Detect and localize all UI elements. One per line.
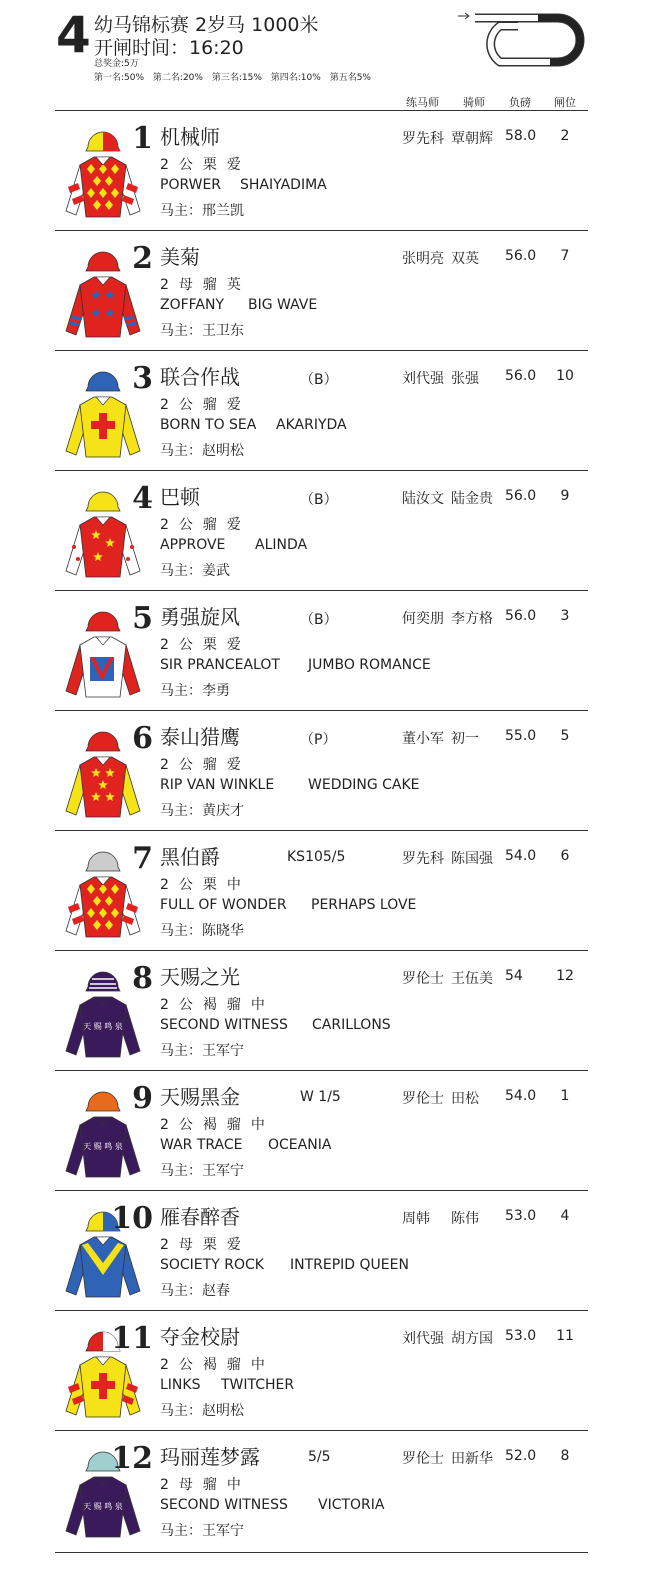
trainer-name: 董小军 bbox=[402, 731, 444, 747]
horse-row bbox=[0, 351, 650, 471]
horse-number: 12 bbox=[111, 1441, 153, 1476]
horse-tag: W 1/5 bbox=[300, 1089, 341, 1105]
sire-name: ZOFFANY bbox=[160, 297, 225, 313]
horse-description: 2公栗爱 bbox=[160, 157, 251, 173]
horse-row bbox=[0, 1071, 650, 1191]
race-time: 开闸时间：16:20 bbox=[94, 37, 244, 59]
carried-weight: 56.0 bbox=[505, 368, 537, 384]
dam-name: PERHAPS LOVE bbox=[311, 897, 417, 913]
horse-number: 1 bbox=[132, 121, 153, 156]
sire-name: FULL OF WONDER bbox=[160, 897, 287, 913]
dam-name: OCEANIA bbox=[268, 1137, 332, 1153]
horse-row bbox=[0, 591, 650, 711]
jockey-name: 李方格 bbox=[451, 611, 493, 627]
horse-number: 7 bbox=[132, 841, 153, 876]
carried-weight: 56.0 bbox=[505, 608, 537, 624]
gate-number: 12 bbox=[556, 968, 574, 984]
horse-description: 2母骝中 bbox=[160, 1477, 251, 1493]
horse-row bbox=[0, 831, 650, 951]
horse-row bbox=[0, 231, 650, 351]
carried-weight: 54.0 bbox=[505, 848, 537, 864]
horse-name: 巴顿 bbox=[160, 485, 200, 509]
horse-row bbox=[0, 1311, 650, 1431]
gate-number: 7 bbox=[560, 248, 570, 264]
race-number: 4 bbox=[56, 6, 91, 64]
owner-name: 马主：陈晓华 bbox=[160, 923, 244, 939]
race-title: 幼马锦标赛 2岁马 1000米 bbox=[94, 14, 319, 36]
carried-weight: 53.0 bbox=[505, 1208, 537, 1224]
trainer-name: 何奕朋 bbox=[402, 611, 444, 627]
col-jockey: 骑师 bbox=[463, 96, 485, 109]
gate-number: 2 bbox=[560, 128, 570, 144]
gate-number: 11 bbox=[556, 1328, 574, 1344]
trainer-name: 刘代强 bbox=[402, 1331, 444, 1347]
horse-name: 勇强旋风 bbox=[160, 605, 240, 629]
col-trainer: 练马师 bbox=[406, 96, 439, 109]
dam-name: ALINDA bbox=[255, 537, 308, 553]
gate-number: 1 bbox=[560, 1088, 570, 1104]
dam-name: CARILLONS bbox=[312, 1017, 391, 1033]
col-weight: 负磅 bbox=[509, 96, 531, 109]
gate-number: 3 bbox=[560, 608, 570, 624]
svg-text:天 赐 鸣 泉: 天 赐 鸣 泉 bbox=[83, 1142, 123, 1151]
sire-name: LINKS bbox=[160, 1377, 201, 1393]
horse-tag: （P） bbox=[300, 732, 337, 748]
jockey-name: 陈国强 bbox=[451, 851, 493, 867]
owner-name: 马主：赵明松 bbox=[160, 1403, 244, 1419]
sire-name: SOCIETY ROCK bbox=[160, 1257, 264, 1273]
gate-number: 10 bbox=[556, 368, 574, 384]
owner-name: 马主：李勇 bbox=[160, 683, 230, 699]
dam-name: VICTORIA bbox=[318, 1497, 385, 1513]
trainer-name: 刘代强 bbox=[402, 371, 444, 387]
carried-weight: 58.0 bbox=[505, 128, 537, 144]
jockey-name: 初一 bbox=[451, 731, 479, 747]
horse-number: 11 bbox=[111, 1321, 153, 1356]
jockey-name: 张强 bbox=[451, 371, 479, 387]
horse-name: 天赐黑金 bbox=[160, 1085, 240, 1109]
carried-weight: 55.0 bbox=[505, 728, 537, 744]
horse-row bbox=[0, 111, 650, 231]
horse-number: 10 bbox=[111, 1201, 153, 1236]
owner-name: 马主：赵明松 bbox=[160, 443, 244, 459]
prize-split-5: 第五名5% bbox=[329, 73, 371, 83]
horse-description: 2公栗中 bbox=[160, 877, 251, 893]
horse-number: 9 bbox=[132, 1081, 153, 1116]
owner-name: 马主：邢兰凯 bbox=[160, 203, 244, 219]
trainer-name: 罗先科 bbox=[402, 131, 444, 147]
sire-name: BORN TO SEA bbox=[160, 417, 257, 433]
horse-name: 黑伯爵 bbox=[160, 845, 220, 869]
jockey-name: 覃朝辉 bbox=[451, 131, 493, 147]
horse-row bbox=[0, 1191, 650, 1311]
dam-name: WEDDING CAKE bbox=[308, 777, 420, 793]
carried-weight: 53.0 bbox=[505, 1328, 537, 1344]
dam-name: INTREPID QUEEN bbox=[290, 1257, 409, 1273]
trainer-name: 罗伦士 bbox=[402, 1091, 444, 1107]
dam-name: TWITCHER bbox=[221, 1377, 295, 1393]
horse-number: 6 bbox=[132, 721, 153, 756]
horse-row bbox=[0, 471, 650, 591]
horse-description: 2公褐骝中 bbox=[160, 997, 275, 1013]
carried-weight: 52.0 bbox=[505, 1448, 537, 1464]
sire-name: APPROVE bbox=[160, 537, 226, 553]
horse-description: 2公骝爱 bbox=[160, 517, 251, 533]
owner-name: 马主：黄庆才 bbox=[160, 803, 244, 819]
horse-row bbox=[0, 1431, 650, 1551]
owner-name: 马主：王军宁 bbox=[160, 1523, 244, 1539]
gate-number: 8 bbox=[560, 1448, 570, 1464]
gate-number: 9 bbox=[560, 488, 570, 504]
dam-name: BIG WAVE bbox=[248, 297, 318, 313]
carried-weight: 56.0 bbox=[505, 248, 537, 264]
horse-description: 2公褐骝中 bbox=[160, 1117, 275, 1133]
jockey-name: 陈伟 bbox=[451, 1211, 479, 1227]
trainer-name: 罗伦士 bbox=[402, 1451, 444, 1467]
horse-tag: （B） bbox=[300, 372, 338, 388]
horse-tag: 5/5 bbox=[308, 1449, 331, 1465]
horse-name: 机械师 bbox=[160, 125, 220, 149]
gate-number: 6 bbox=[560, 848, 570, 864]
prize-split-4: 第四名:10% bbox=[270, 73, 321, 83]
owner-name: 马主：王军宁 bbox=[160, 1163, 244, 1179]
track-diagram-icon bbox=[450, 8, 590, 68]
sire-name: SECOND WITNESS bbox=[160, 1017, 288, 1033]
prize-split-1: 第一名:50% bbox=[94, 73, 145, 83]
owner-name: 马主：王军宁 bbox=[160, 1043, 244, 1059]
trainer-name: 罗伦士 bbox=[402, 971, 444, 987]
horse-description: 2母骝英 bbox=[160, 277, 251, 293]
horse-name: 玛丽莲梦露 bbox=[160, 1445, 260, 1469]
horse-description: 2公褐骝中 bbox=[160, 1357, 275, 1373]
horse-name: 雁春醉香 bbox=[160, 1205, 240, 1229]
svg-text:天 赐 鸣 泉: 天 赐 鸣 泉 bbox=[83, 1502, 123, 1511]
horse-tag: KS105/5 bbox=[287, 849, 346, 865]
gate-number: 5 bbox=[560, 728, 570, 744]
sire-name: WAR TRACE bbox=[160, 1137, 243, 1153]
sire-name: SECOND WITNESS bbox=[160, 1497, 288, 1513]
prize-split-3: 第三名:15% bbox=[211, 73, 262, 83]
col-gate: 闸位 bbox=[554, 96, 576, 109]
carried-weight: 54.0 bbox=[505, 1088, 537, 1104]
carried-weight: 56.0 bbox=[505, 488, 537, 504]
horse-number: 8 bbox=[132, 961, 153, 996]
horse-number: 3 bbox=[132, 361, 153, 396]
sire-name: PORWER bbox=[160, 177, 222, 193]
trainer-name: 周韩 bbox=[402, 1211, 430, 1227]
horse-name: 泰山猎鹰 bbox=[160, 725, 240, 749]
prize-total: 总奖金:5万 bbox=[94, 59, 139, 69]
horse-number: 4 bbox=[132, 481, 153, 516]
jockey-name: 陆金贵 bbox=[451, 491, 493, 507]
horse-tag: （B） bbox=[300, 492, 338, 508]
prize-split bbox=[94, 70, 377, 83]
owner-name: 马主：赵春 bbox=[160, 1283, 230, 1299]
jockey-name: 田松 bbox=[451, 1091, 479, 1107]
dam-name: JUMBO ROMANCE bbox=[308, 657, 431, 673]
horse-number: 2 bbox=[132, 241, 153, 276]
owner-name: 马主：王卫东 bbox=[160, 323, 244, 339]
horse-description: 2公骝爱 bbox=[160, 397, 251, 413]
jockey-name: 胡方国 bbox=[451, 1331, 493, 1347]
horse-description: 2公栗爱 bbox=[160, 637, 251, 653]
horse-row bbox=[0, 711, 650, 831]
horse-name: 美菊 bbox=[160, 245, 200, 269]
horse-number: 5 bbox=[132, 601, 153, 636]
trainer-name: 陆汝文 bbox=[402, 491, 444, 507]
trainer-name: 罗先科 bbox=[402, 851, 444, 867]
horse-name: 天赐之光 bbox=[160, 965, 240, 989]
jockey-name: 田新华 bbox=[451, 1451, 493, 1467]
jockey-name: 王伍美 bbox=[451, 971, 493, 987]
horse-name: 夺金校尉 bbox=[160, 1325, 240, 1349]
sire-name: RIP VAN WINKLE bbox=[160, 777, 275, 793]
row-divider bbox=[55, 1552, 588, 1553]
horse-tag: （B） bbox=[300, 612, 338, 628]
horse-description: 2母栗爱 bbox=[160, 1237, 251, 1253]
dam-name: SHAIYADIMA bbox=[240, 177, 327, 193]
dam-name: AKARIYDA bbox=[276, 417, 347, 433]
trainer-name: 张明亮 bbox=[402, 251, 444, 267]
owner-name: 马主：姜武 bbox=[160, 563, 230, 579]
jockey-name: 双英 bbox=[451, 251, 479, 267]
race-header bbox=[0, 0, 650, 108]
sire-name: SIR PRANCEALOT bbox=[160, 657, 280, 673]
carried-weight: 54 bbox=[505, 968, 523, 984]
horse-name: 联合作战 bbox=[160, 365, 240, 389]
svg-text:天 赐 鸣 泉: 天 赐 鸣 泉 bbox=[83, 1022, 123, 1031]
horse-row bbox=[0, 951, 650, 1071]
horse-description: 2公骝爱 bbox=[160, 757, 251, 773]
prize-split-2: 第二名:20% bbox=[152, 73, 203, 83]
gate-number: 4 bbox=[560, 1208, 570, 1224]
